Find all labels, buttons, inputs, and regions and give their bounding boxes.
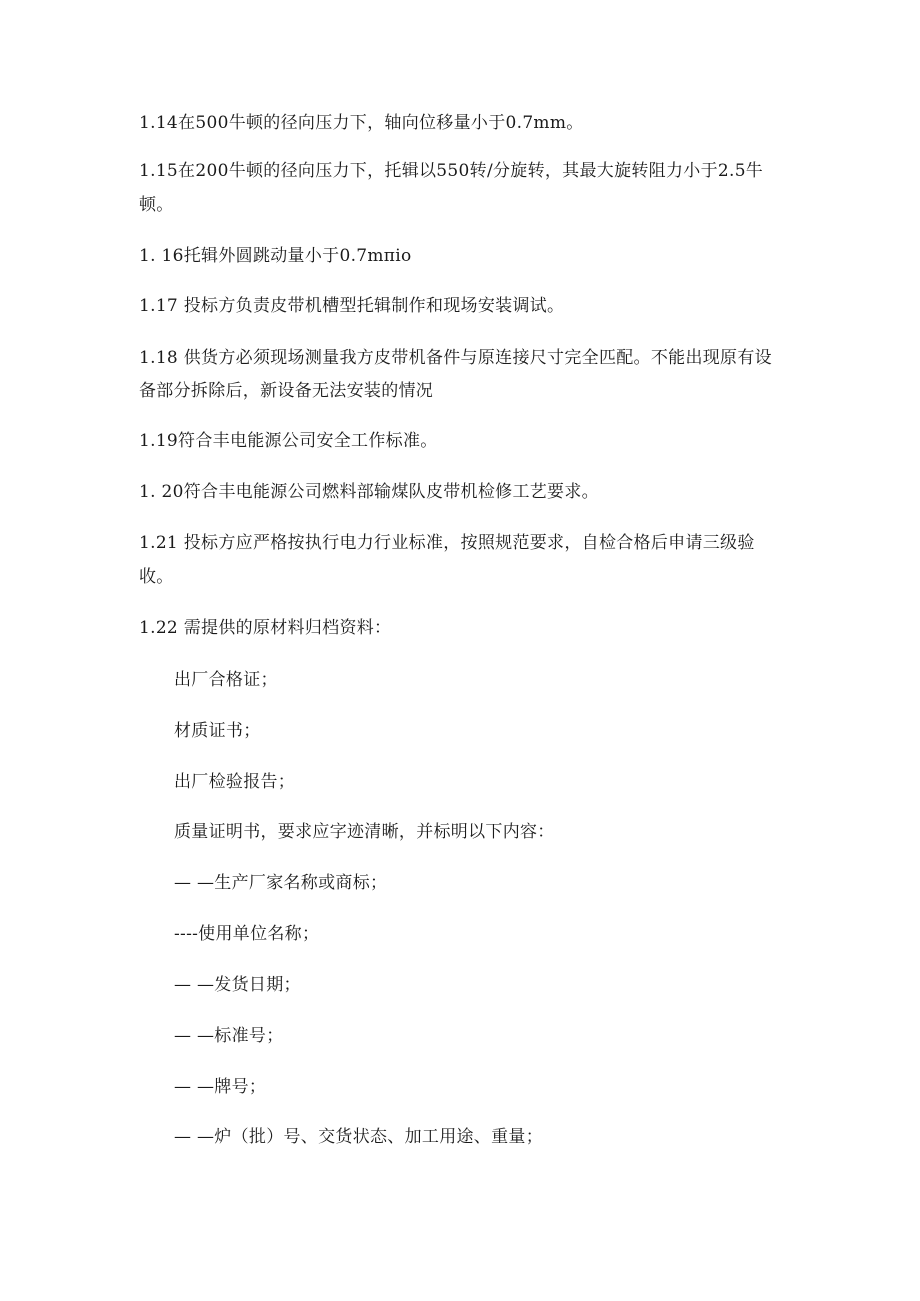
item-1-18-line-2: 备部分拆除后，新设备无法安装的情况 — [139, 381, 434, 401]
item-1-18-line-1: 1.18 供货方必须现场测量我方皮带机备件与原连接尺寸完全匹配。不能出现原有设 — [139, 348, 772, 368]
sub-item-manufacturer: — —生产厂家名称或商标； — [174, 873, 388, 893]
sub-item-standard-number: — —标准号； — [174, 1026, 284, 1046]
sub-item-inspection-report: 出厂检验报告； — [174, 772, 296, 792]
sub-item-user-unit: ----使用单位名称； — [174, 924, 320, 944]
item-1-15-line-2: 顿。 — [139, 195, 174, 215]
sub-item-factory-certificate: 出厂合格证； — [174, 670, 278, 690]
item-1-21-line-1: 1.21 投标方应严格按执行电力行业标准，按照规范要求，自检合格后申请三级验 — [139, 533, 755, 553]
item-1-14: 1.14在500牛顿的径向压力下，轴向位移量小于0.7mm。 — [139, 113, 584, 133]
sub-item-quality-certificate: 质量证明书，要求应字迹清晰，并标明以下内容： — [174, 822, 555, 842]
item-1-22: 1.22 需提供的原材料归档资料： — [139, 618, 392, 638]
item-1-16: 1. 16托辑外圆跳动量小于0.7mπio — [139, 246, 412, 266]
sub-item-grade: — —牌号； — [174, 1077, 267, 1097]
item-1-19: 1.19符合丰电能源公司安全工作标准。 — [139, 431, 438, 451]
sub-item-material-certificate: 材质证书； — [174, 721, 261, 741]
sub-item-delivery-date: — —发货日期； — [174, 975, 301, 995]
item-1-15-line-1: 1.15在200牛顿的径向压力下，托辑以550转/分旋转，其最大旋转阻力小于2.5牛 — [139, 161, 764, 181]
item-1-17: 1.17 投标方负责皮带机槽型托辑制作和现场安装调试。 — [139, 296, 565, 316]
item-1-21-line-2: 收。 — [139, 567, 174, 587]
sub-item-batch-details: — —炉（批）号、交货状态、加工用途、重量； — [174, 1127, 544, 1147]
item-1-20: 1. 20符合丰电能源公司燃料部输煤队皮带机检修工艺要求。 — [139, 482, 599, 502]
